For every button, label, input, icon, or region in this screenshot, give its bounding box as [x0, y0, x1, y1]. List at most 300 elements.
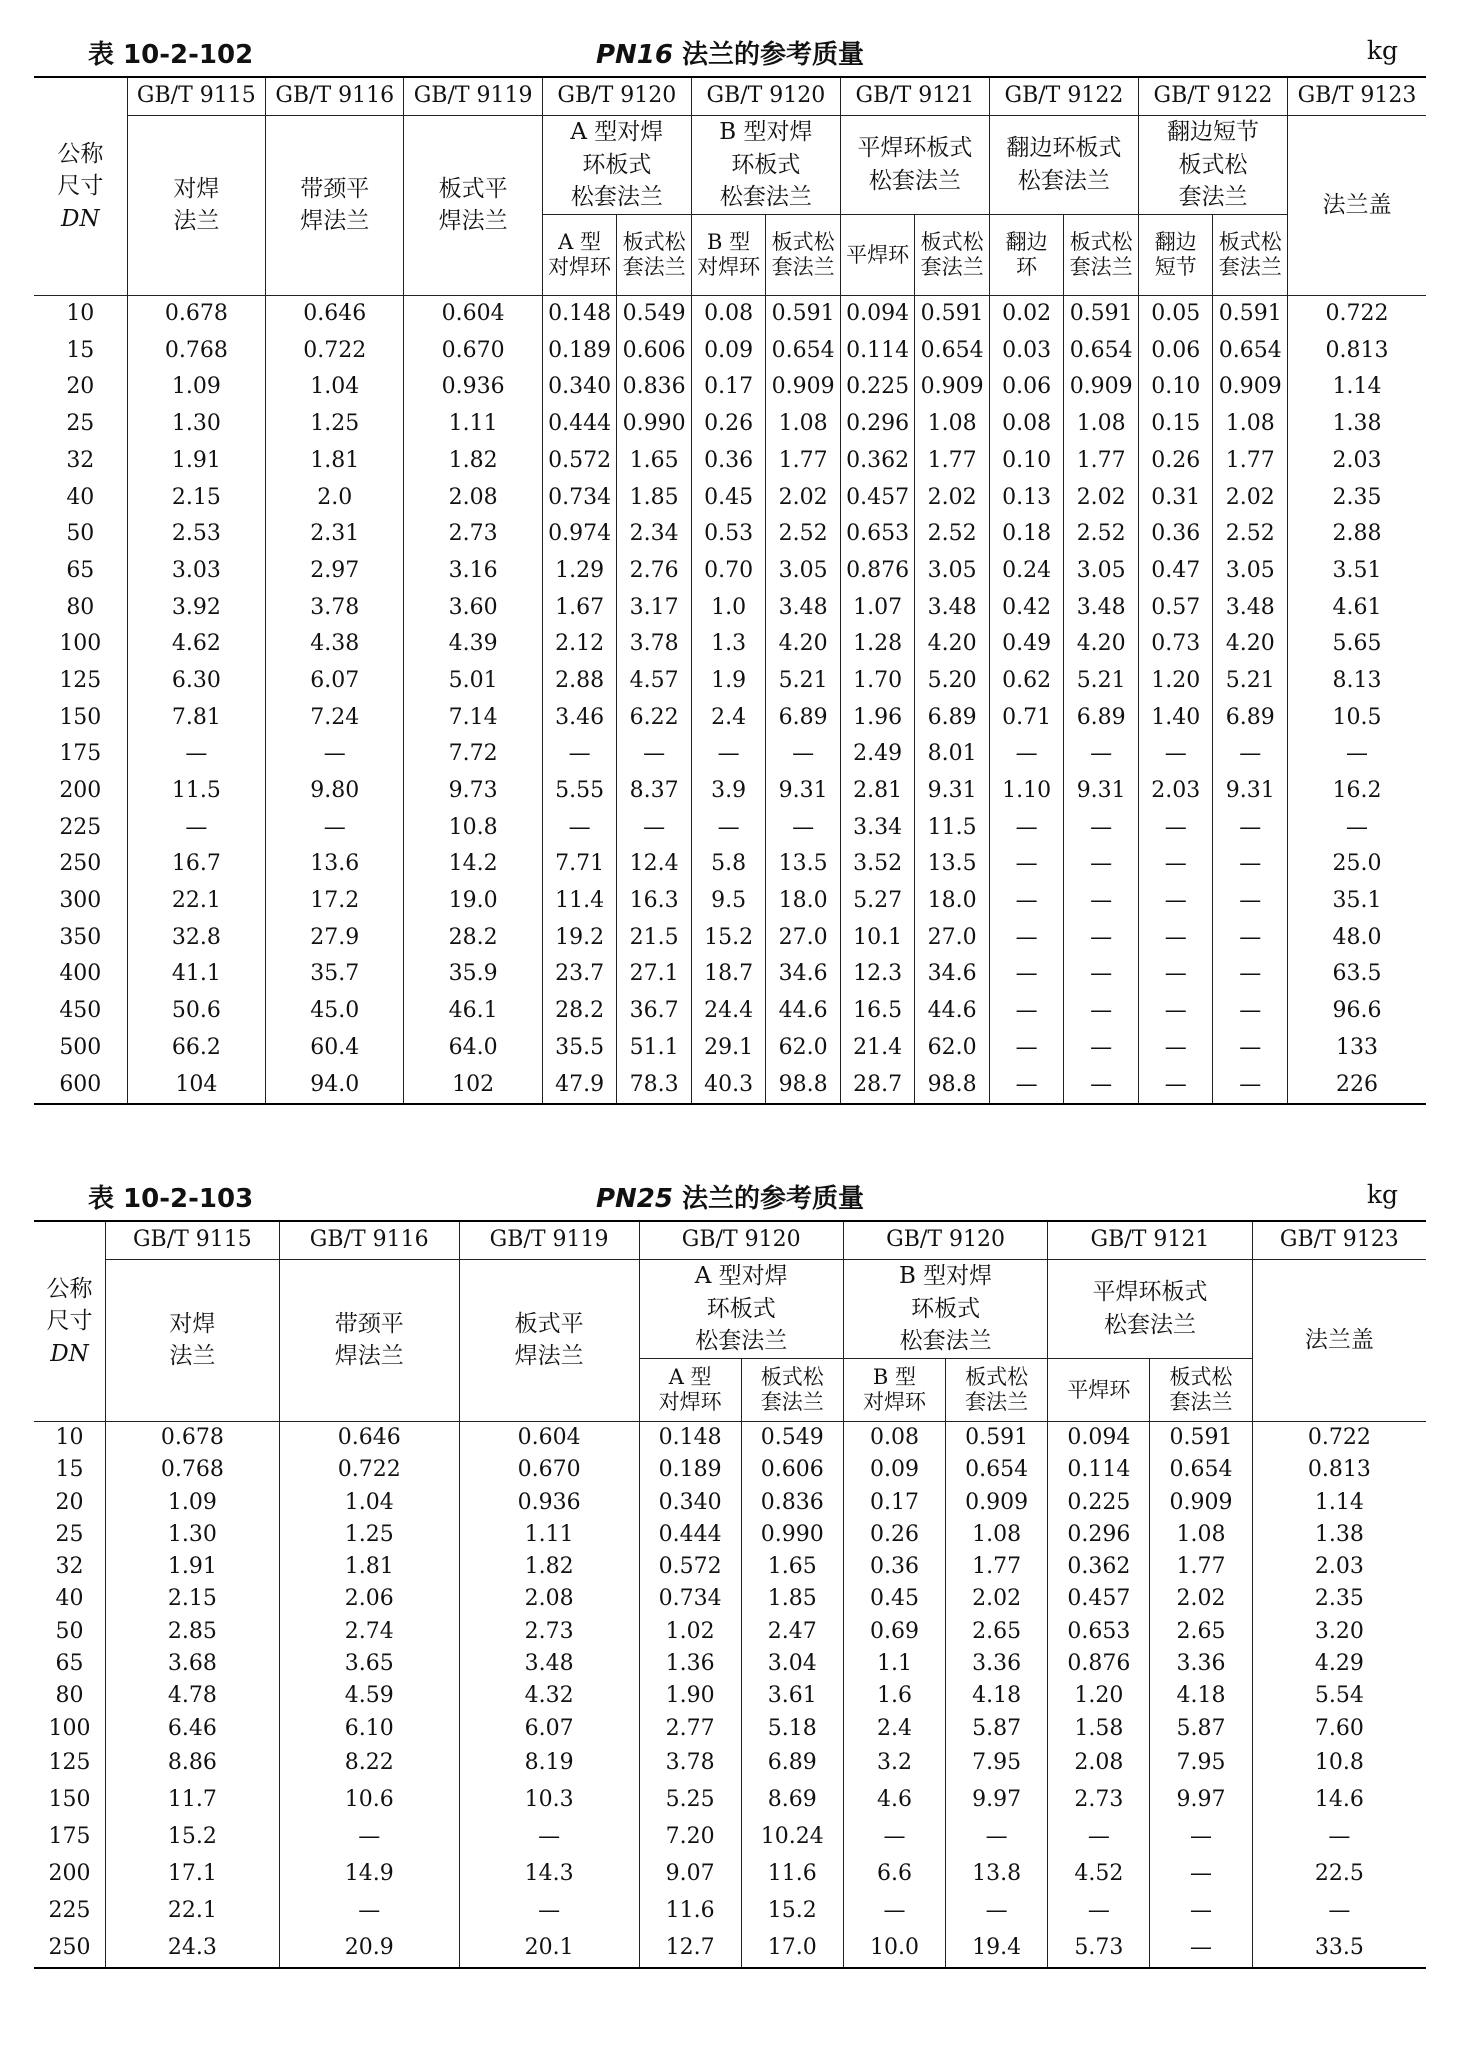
header-line: 套法兰 [965, 1389, 1029, 1414]
sub-header [1150, 1358, 1252, 1421]
flange-type-header [404, 116, 542, 296]
mass-cell: 9.31 [915, 773, 990, 810]
dn-cell: 150 [34, 700, 127, 737]
mass-cell: 0.114 [1048, 1454, 1150, 1486]
table-row [34, 1782, 1426, 1819]
dn-cell: 200 [34, 1856, 106, 1893]
mass-cell: 0.591 [1213, 295, 1288, 332]
mass-cell: 0.57 [1138, 589, 1213, 626]
mass-cell: 0.10 [989, 443, 1064, 480]
mass-cell: 1.40 [1138, 700, 1213, 737]
mass-cell: 0.768 [127, 333, 265, 370]
mass-cell: — [127, 736, 265, 773]
mass-cell: 0.722 [1252, 1421, 1426, 1454]
mass-cell: 19.0 [404, 883, 542, 920]
mass-cell: 0.189 [639, 1454, 741, 1486]
mass-cell: — [1138, 993, 1213, 1030]
mass-cell: 3.17 [617, 589, 692, 626]
mass-cell: 0.49 [989, 626, 1064, 663]
mass-cell: 1.28 [840, 626, 915, 663]
mass-cell: 46.1 [404, 993, 542, 1030]
table-row [34, 1819, 1426, 1856]
mass-cell: 11.5 [915, 810, 990, 847]
flange-type-header [127, 116, 265, 296]
mass-cell: 12.3 [840, 956, 915, 993]
mass-cell: 3.48 [915, 589, 990, 626]
table-row [34, 1421, 1426, 1454]
header-line: 环板式 [706, 1295, 776, 1322]
mass-cell: 6.07 [459, 1713, 639, 1745]
mass-cell: 0.909 [766, 369, 841, 406]
mass-cell: 0.02 [989, 295, 1064, 332]
mass-cell: 0.73 [1138, 626, 1213, 663]
mass-cell: 34.6 [915, 956, 990, 993]
mass-cell: — [1064, 883, 1139, 920]
mass-cell: 1.09 [127, 369, 265, 406]
mass-cell: 0.734 [639, 1583, 741, 1615]
mass-cell: 1.6 [843, 1680, 945, 1712]
mass-cell: 17.2 [266, 883, 404, 920]
header-line: B 型对焊 [898, 1263, 993, 1289]
flange-type-header [1252, 1260, 1426, 1422]
mass-cell: 2.4 [691, 700, 766, 737]
mass-cell: 0.31 [1138, 479, 1213, 516]
mass-cell: 60.4 [266, 1030, 404, 1067]
mass-cell: 2.97 [266, 553, 404, 590]
mass-cell: 1.67 [542, 589, 617, 626]
header-line: 板式平 [514, 1310, 584, 1337]
header-line: A 型对焊 [570, 119, 664, 145]
mass-cell: 3.48 [1064, 589, 1139, 626]
table-row [34, 1713, 1426, 1745]
table-row [34, 1648, 1426, 1680]
header-line: 板式松 [965, 1365, 1029, 1390]
mass-cell: 6.6 [843, 1856, 945, 1893]
mass-cell: 4.6 [843, 1782, 945, 1819]
mass-cell: 1.20 [1048, 1680, 1150, 1712]
mass-cell: 10.5 [1287, 700, 1426, 737]
dn-cell: 100 [34, 626, 127, 663]
mass-cell: 0.876 [1048, 1648, 1150, 1680]
mass-cell: 2.02 [946, 1583, 1048, 1615]
mass-cell: 13.6 [266, 846, 404, 883]
mass-cell: 5.54 [1252, 1680, 1426, 1712]
header-line: A 型 [668, 1365, 712, 1390]
mass-cell: 0.114 [840, 333, 915, 370]
mass-cell: 27.0 [915, 920, 990, 957]
mass-cell: 1.38 [1287, 406, 1426, 443]
mass-cell: 0.974 [542, 516, 617, 553]
header-line: 板式松 [760, 1365, 824, 1390]
mass-cell: 3.34 [840, 810, 915, 847]
mass-cell: — [459, 1893, 639, 1930]
mass-cell: 5.25 [639, 1782, 741, 1819]
mass-cell: 24.4 [691, 993, 766, 1030]
mass-cell: 13.8 [946, 1856, 1048, 1893]
mass-cell: 1.09 [106, 1487, 280, 1519]
dn-cell: 500 [34, 1030, 127, 1067]
mass-cell: — [989, 736, 1064, 773]
mass-cell: 23.7 [542, 956, 617, 993]
mass-cell: 9.97 [1150, 1782, 1252, 1819]
mass-cell: — [1213, 956, 1288, 993]
mass-cell: 21.5 [617, 920, 692, 957]
mass-cell: — [1138, 846, 1213, 883]
table-row [34, 810, 1426, 847]
dn-cell: 175 [34, 736, 127, 773]
mass-cell: 8.69 [741, 1782, 843, 1819]
mass-cell: 25.0 [1287, 846, 1426, 883]
mass-cell: 3.36 [946, 1648, 1048, 1680]
mass-cell: 3.05 [1213, 553, 1288, 590]
mass-cell: 0.549 [617, 295, 692, 332]
mass-cell: — [1138, 736, 1213, 773]
mass-cell: 2.52 [1213, 516, 1288, 553]
header-line: 环 [1016, 254, 1038, 279]
header-line: 套法兰 [760, 1389, 824, 1414]
mass-cell: 8.01 [915, 736, 990, 773]
mass-cell: 1.25 [266, 406, 404, 443]
mass-cell: 0.836 [741, 1487, 843, 1519]
mass-cell: 0.53 [691, 516, 766, 553]
mass-cell: 3.36 [1150, 1648, 1252, 1680]
mass-cell: 0.606 [741, 1454, 843, 1486]
mass-cell: — [989, 1066, 1064, 1104]
mass-cell: 10.24 [741, 1819, 843, 1856]
mass-cell: 0.670 [404, 333, 542, 370]
sub-header [1064, 214, 1139, 295]
dn-cell: 10 [34, 1421, 106, 1454]
table-row [34, 1583, 1426, 1615]
mass-cell: 0.47 [1138, 553, 1213, 590]
mass-cell: 2.03 [1287, 443, 1426, 480]
mass-cell: 0.03 [989, 333, 1064, 370]
mass-cell: 1.91 [106, 1551, 280, 1583]
mass-cell: 48.0 [1287, 920, 1426, 957]
mass-cell: — [843, 1893, 945, 1930]
dn-cell: 20 [34, 1487, 106, 1519]
mass-cell: 2.4 [843, 1713, 945, 1745]
mass-cell: 0.572 [542, 443, 617, 480]
mass-cell: 9.5 [691, 883, 766, 920]
header-line: 板式松 [1218, 230, 1282, 255]
mass-cell: 1.77 [1213, 443, 1288, 480]
mass-cell: 7.95 [1150, 1745, 1252, 1782]
mass-cell: 5.73 [1048, 1930, 1150, 1968]
mass-cell: — [1287, 736, 1426, 773]
mass-cell: 0.734 [542, 479, 617, 516]
mass-cell: 0.604 [404, 295, 542, 332]
mass-cell: 0.08 [989, 406, 1064, 443]
mass-cell: — [1150, 1930, 1252, 1968]
mass-cell: 2.88 [542, 663, 617, 700]
mass-cell: 1.90 [639, 1680, 741, 1712]
mass-cell: 35.1 [1287, 883, 1426, 920]
mass-cell: 0.45 [691, 479, 766, 516]
table-row [34, 1551, 1426, 1583]
mass-cell: 1.11 [404, 406, 542, 443]
mass-cell: 98.8 [915, 1066, 990, 1104]
header-line: 板式松 [771, 230, 835, 255]
table-row [34, 1680, 1426, 1712]
table-row [34, 553, 1426, 590]
header-line: 松套法兰 [1103, 1311, 1196, 1338]
mass-cell: 2.52 [1064, 516, 1139, 553]
standard-header: GB/T 9123 [1287, 77, 1426, 116]
table-title-text: 法兰的参考质量 [672, 40, 865, 70]
table-row [34, 956, 1426, 993]
flange-type-header [639, 1260, 843, 1359]
mass-cell: 1.08 [915, 406, 990, 443]
mass-cell: 2.73 [459, 1616, 639, 1648]
mass-cell: — [1048, 1819, 1150, 1856]
header-line: 松套法兰 [1017, 167, 1110, 194]
mass-cell: 2.08 [1048, 1745, 1150, 1782]
mass-cell: 3.16 [404, 553, 542, 590]
mass-cell: 35.9 [404, 956, 542, 993]
mass-cell: 1.77 [946, 1551, 1048, 1583]
mass-cell: 0.572 [639, 1551, 741, 1583]
mass-cell: 4.57 [617, 663, 692, 700]
table-row [34, 773, 1426, 810]
mass-cell: 11.7 [106, 1782, 280, 1819]
mass-cell: 0.722 [266, 333, 404, 370]
mass-cell: 0.990 [741, 1519, 843, 1551]
mass-cell: 2.65 [946, 1616, 1048, 1648]
mass-cell: 1.9 [691, 663, 766, 700]
mass-cell: — [279, 1893, 459, 1930]
mass-cell: 1.70 [840, 663, 915, 700]
table-row [34, 1487, 1426, 1519]
header-line: 套法兰 [1178, 184, 1248, 211]
mass-cell: 1.08 [1064, 406, 1139, 443]
mass-cell: 3.61 [741, 1680, 843, 1712]
mass-cell: 0.768 [106, 1454, 280, 1486]
mass-cell: 1.08 [766, 406, 841, 443]
dn-header-line: 公称 [46, 1275, 93, 1302]
mass-cell: 6.89 [766, 700, 841, 737]
sub-header [766, 214, 841, 295]
mass-cell: 226 [1287, 1066, 1426, 1104]
mass-cell: 0.646 [266, 295, 404, 332]
mass-cell: 1.77 [915, 443, 990, 480]
mass-cell: 2.73 [1048, 1782, 1150, 1819]
mass-cell: — [989, 810, 1064, 847]
mass-cell: 9.07 [639, 1856, 741, 1893]
mass-cell: 11.5 [127, 773, 265, 810]
mass-cell: 7.95 [946, 1745, 1048, 1782]
mass-cell: 0.591 [915, 295, 990, 332]
table-row [34, 1519, 1426, 1551]
mass-cell: 3.51 [1287, 553, 1426, 590]
mass-cell: 35.7 [266, 956, 404, 993]
mass-cell: 3.78 [617, 626, 692, 663]
mass-cell: 0.05 [1138, 295, 1213, 332]
sub-header [840, 214, 915, 295]
mass-cell: 62.0 [915, 1030, 990, 1067]
mass-cell: — [266, 736, 404, 773]
header-line: 套法兰 [1169, 1389, 1233, 1414]
mass-cell: 0.653 [840, 516, 915, 553]
mass-cell: — [989, 993, 1064, 1030]
flange-type-header [459, 1260, 639, 1422]
mass-cell: — [1138, 920, 1213, 957]
table-row [34, 626, 1426, 663]
mass-cell: 1.77 [1064, 443, 1139, 480]
mass-cell: 4.59 [279, 1680, 459, 1712]
mass-cell: 1.08 [946, 1519, 1048, 1551]
mass-cell: 14.6 [1252, 1782, 1426, 1819]
header-line: 翻边 [1154, 230, 1197, 255]
mass-cell: 2.85 [106, 1616, 280, 1648]
mass-cell: 0.549 [741, 1421, 843, 1454]
header-line: 带颈平 [300, 175, 370, 202]
mass-cell: 0.340 [639, 1487, 741, 1519]
header-line: 焊法兰 [514, 1343, 584, 1370]
mass-cell: 2.12 [542, 626, 617, 663]
mass-cell: 2.03 [1138, 773, 1213, 810]
mass-cell: — [1213, 993, 1288, 1030]
header-line: 环板式 [911, 1295, 981, 1322]
mass-cell: 4.20 [1064, 626, 1139, 663]
mass-cell: 0.591 [946, 1421, 1048, 1454]
table-caption [34, 1170, 1426, 1220]
mass-cell: 3.92 [127, 589, 265, 626]
dn-cell: 65 [34, 1648, 106, 1680]
header-line: B 型对焊 [719, 119, 813, 145]
header-line: 松套法兰 [570, 184, 663, 211]
dn-cell: 175 [34, 1819, 106, 1856]
header-line: 套法兰 [1069, 254, 1133, 279]
flange-mass-table-pn16 [34, 76, 1426, 1105]
mass-cell: 0.70 [691, 553, 766, 590]
mass-cell: — [1138, 883, 1213, 920]
mass-cell: 8.37 [617, 773, 692, 810]
sub-header [542, 214, 617, 295]
header-line: 翻边短节 [1166, 119, 1259, 145]
standard-header: GB/T 9121 [1048, 1221, 1252, 1260]
mass-cell: 16.5 [840, 993, 915, 1030]
table-title [34, 1178, 1426, 1215]
dn-cell: 80 [34, 589, 127, 626]
header-line: 法兰盖 [1304, 1327, 1374, 1354]
mass-cell: — [1138, 1066, 1213, 1104]
standard-header: GB/T 9116 [279, 1221, 459, 1260]
table-title-pn: PN16 [595, 40, 673, 70]
table-row [34, 1616, 1426, 1648]
mass-cell: 2.06 [279, 1583, 459, 1615]
table-row [34, 1454, 1426, 1486]
dn-cell: 15 [34, 333, 127, 370]
dn-header-line: 尺寸 [46, 1308, 93, 1335]
mass-cell: 0.678 [127, 295, 265, 332]
mass-cell: 1.58 [1048, 1713, 1150, 1745]
mass-cell: 0.45 [843, 1583, 945, 1615]
mass-cell: 18.7 [691, 956, 766, 993]
mass-cell: 0.06 [989, 369, 1064, 406]
mass-cell: 3.68 [106, 1648, 280, 1680]
header-line: 平焊环 [846, 242, 910, 267]
mass-cell: 6.89 [915, 700, 990, 737]
mass-cell: 14.2 [404, 846, 542, 883]
mass-cell: — [1252, 1893, 1426, 1930]
mass-cell: 0.09 [691, 333, 766, 370]
table-row [34, 1066, 1426, 1104]
mass-cell: 2.35 [1287, 479, 1426, 516]
mass-cell: 4.78 [106, 1680, 280, 1712]
dn-cell: 600 [34, 1066, 127, 1104]
mass-cell: — [279, 1819, 459, 1856]
mass-cell: 3.05 [766, 553, 841, 590]
mass-cell: 6.89 [741, 1745, 843, 1782]
dn-cell: 300 [34, 883, 127, 920]
sub-header [1213, 214, 1288, 295]
mass-cell: 13.5 [915, 846, 990, 883]
mass-cell: — [1048, 1893, 1150, 1930]
mass-cell: 4.29 [1252, 1648, 1426, 1680]
mass-cell: 0.722 [1287, 295, 1426, 332]
mass-cell: — [946, 1893, 1048, 1930]
table-row [34, 736, 1426, 773]
table-row [34, 479, 1426, 516]
header-line: 对焊环 [697, 254, 761, 279]
table-title [34, 34, 1426, 71]
mass-cell: 1.36 [639, 1648, 741, 1680]
mass-cell: — [989, 1030, 1064, 1067]
mass-cell: 10.3 [459, 1782, 639, 1819]
mass-cell: — [1213, 1066, 1288, 1104]
mass-cell: 14.3 [459, 1856, 639, 1893]
sub-header [946, 1358, 1048, 1421]
mass-cell: 0.654 [1064, 333, 1139, 370]
mass-cell: 2.81 [840, 773, 915, 810]
mass-cell: 15.2 [741, 1893, 843, 1930]
table-row [34, 295, 1426, 332]
header-line: 法兰 [173, 208, 220, 235]
dn-cell: 400 [34, 956, 127, 993]
mass-cell: — [1150, 1856, 1252, 1893]
mass-cell: 28.2 [542, 993, 617, 1030]
header-line: 对焊环 [658, 1389, 722, 1414]
dn-cell: 32 [34, 443, 127, 480]
mass-cell: 0.148 [542, 295, 617, 332]
dn-cell: 225 [34, 1893, 106, 1930]
dn-header-line: 公称 [57, 140, 104, 167]
mass-cell: 6.22 [617, 700, 692, 737]
mass-cell: 0.10 [1138, 369, 1213, 406]
header-line: 套法兰 [771, 254, 835, 279]
mass-cell: 9.80 [266, 773, 404, 810]
standard-header: GB/T 9119 [459, 1221, 639, 1260]
mass-cell: — [989, 920, 1064, 957]
mass-cell: 9.31 [766, 773, 841, 810]
header-line: 法兰 [169, 1343, 216, 1370]
mass-cell: 1.1 [843, 1648, 945, 1680]
mass-cell: 9.31 [1213, 773, 1288, 810]
standard-header: GB/T 9120 [639, 1221, 843, 1260]
mass-cell: 0.340 [542, 369, 617, 406]
mass-cell: 45.0 [266, 993, 404, 1030]
mass-cell: — [1150, 1893, 1252, 1930]
mass-cell: 13.5 [766, 846, 841, 883]
mass-cell: 0.17 [843, 1487, 945, 1519]
dn-cell: 125 [34, 663, 127, 700]
mass-cell: 0.71 [989, 700, 1064, 737]
sub-header [915, 214, 990, 295]
mass-cell: 5.87 [946, 1713, 1048, 1745]
mass-cell: 4.38 [266, 626, 404, 663]
table-unit: kg [1366, 36, 1398, 65]
